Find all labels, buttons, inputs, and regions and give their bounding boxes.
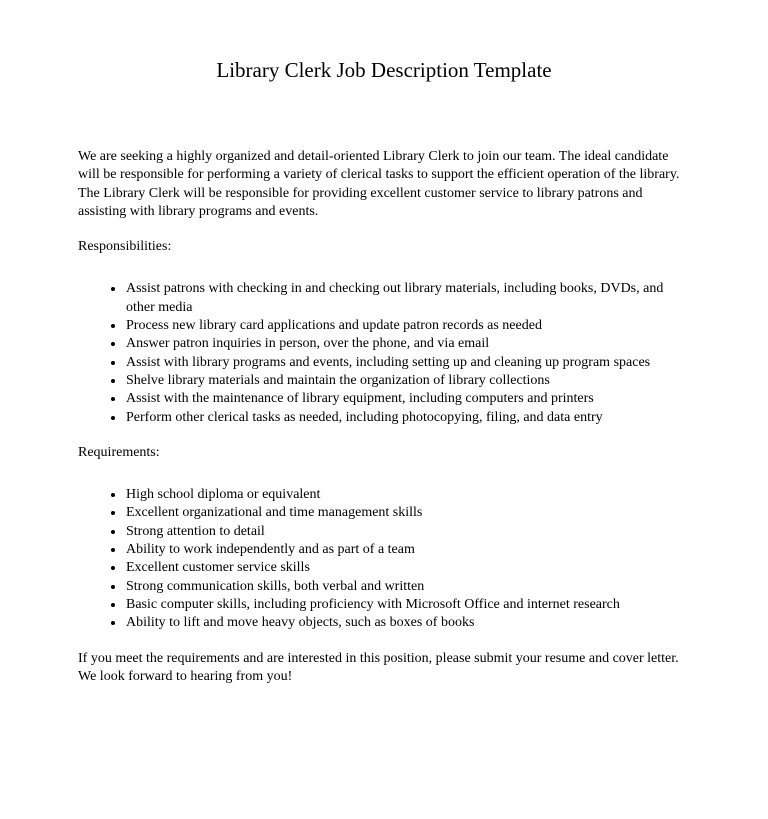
list-item: • Strong attention to detail [125, 523, 690, 541]
list-item: • Shelve library materials and maintain the organization of library collections [125, 372, 690, 390]
page-title: Library Clerk Job Description Template [216, 58, 552, 82]
list-item: • Strong communication skills, both verbal and written [125, 578, 690, 596]
list-item: • Perform other clerical tasks as needed, including photocopying, filing, and data entry [125, 409, 690, 427]
intro-paragraph: We are seeking a highly organized and detail-oriented Library Clerk to join our team. The ideal candidate will be responsible for performing a variety of clerical tasks to support the efficient operation of the library. The Library Clerk will be responsible for providing excellent customer service to library patrons and assisting with library programs and events. [78, 149, 680, 219]
closing-paragraph: If you meet the requirements and are interested in this position, please submit your resume and cover letter. We look forward to hearing from you! [78, 650, 679, 684]
list-item: • Excellent customer service skills [125, 559, 690, 577]
section-heading-responsibilities: Responsibilities: [78, 239, 172, 255]
responsibilities-list [78, 280, 690, 426]
list-item: • Ability to work independently and as part of a team [125, 541, 690, 559]
list-item: • Answer patron inquiries in person, over the phone, and via email [125, 335, 690, 353]
section-heading-requirements: Requirements: [78, 444, 160, 460]
list-item: • Excellent organizational and time management skills [125, 504, 690, 522]
list-item: • Assist with the maintenance of library equipment, including computers and printers [125, 390, 690, 408]
list-item: • High school diploma or equivalent [125, 486, 690, 504]
list-item: • Basic computer skills, including proficiency with Microsoft Office and internet research [125, 596, 690, 614]
list-item: • Assist patrons with checking in and checking out library materials, including books, DVDs, and other media [125, 280, 690, 317]
list-item: • Process new library card applications and update patron records as needed [125, 317, 690, 335]
list-item: • Ability to lift and move heavy objects, such as boxes of books [125, 614, 690, 632]
requirements-list [78, 486, 690, 632]
list-item: • Assist with library programs and events, including setting up and cleaning up program spaces [125, 354, 690, 372]
